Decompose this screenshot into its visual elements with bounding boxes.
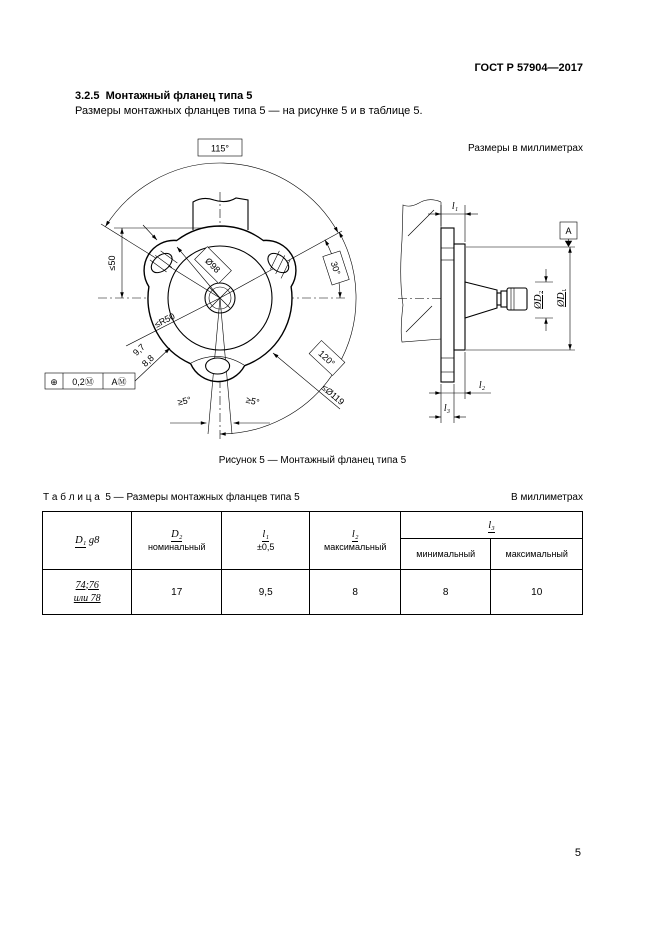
label-slot-min: 8,8 xyxy=(139,352,156,369)
label-30-box xyxy=(323,251,349,285)
shaft-groove xyxy=(497,293,501,305)
bolt-slot-bottom xyxy=(206,358,230,374)
spigot xyxy=(454,244,465,350)
label-l1: l₁ xyxy=(451,201,459,212)
shaft-collar xyxy=(501,291,507,307)
tolerance-value: 0,2Ⓜ xyxy=(72,377,94,387)
datum-a xyxy=(560,222,577,247)
datum-a-label: А xyxy=(565,226,572,236)
label-l2: l₂ xyxy=(478,380,486,391)
cell-d1: 74;76 или 78 xyxy=(43,570,132,615)
cell-l1: 9,5 xyxy=(221,570,309,615)
dimensions-table xyxy=(42,511,583,615)
label-angle5-left: ≥5° xyxy=(176,394,193,408)
shaft-cone xyxy=(465,282,497,318)
cell-d2: 17 xyxy=(132,570,221,615)
col-header-l1: l₁ ±0,5 xyxy=(221,512,309,570)
col-header-l2: l₂ максимальный xyxy=(310,512,401,570)
slot-width-arrow-outer xyxy=(143,225,157,240)
label-120: 120° xyxy=(316,348,337,369)
col-header-l3-min: минимальный xyxy=(400,539,491,570)
label-115: 115° xyxy=(211,143,229,154)
section-heading: 3.2.5 Монтажный фланец типа 5 xyxy=(75,90,253,102)
table-row xyxy=(43,570,583,615)
col-header-l3-max: максимальный xyxy=(491,539,583,570)
front-view-drawing xyxy=(40,135,390,450)
label-bolt-circle: Ø98 xyxy=(203,255,223,275)
position-tolerance-icon: ⊕ xyxy=(50,377,58,387)
figure-caption: Рисунок 5 — Монтажный фланец типа 5 xyxy=(218,455,407,466)
wall-break-line xyxy=(406,306,432,332)
cell-l2: 8 xyxy=(310,570,401,615)
datum-arrow xyxy=(565,241,572,247)
label-120-box xyxy=(309,341,345,376)
tolerance-frame xyxy=(45,373,135,389)
label-dim-50: ≤50 xyxy=(107,255,117,271)
arc-115 xyxy=(106,163,339,233)
label-d1: ØD₁ xyxy=(556,289,567,307)
units-note: Размеры в миллиметрах xyxy=(468,143,583,154)
label-dia-119: ≤Ø119 xyxy=(319,382,347,407)
page-number: 5 xyxy=(574,847,581,859)
wall-break-outline xyxy=(401,200,441,342)
tolerance-datum: AⓂ xyxy=(111,377,127,387)
shaft-spline xyxy=(507,288,527,310)
col-header-d2: D₂ номинальный xyxy=(132,512,221,570)
terminal-tab-outline xyxy=(193,198,248,230)
standard-reference: ГОСТ Р 57904—2017 xyxy=(474,62,583,74)
label-l3: l₃ xyxy=(443,403,451,414)
cell-l3-max: 10 xyxy=(491,570,583,615)
label-30: 30° xyxy=(328,260,343,277)
side-view-drawing xyxy=(395,190,610,440)
body-paragraph: Размеры монтажных фланцев типа 5 — на рисунке 5 и в таблице 5. xyxy=(75,105,423,117)
col-header-l3: l₃ xyxy=(400,512,582,539)
label-115-box xyxy=(198,139,242,156)
label-angle5-right: ≥5° xyxy=(244,394,261,408)
label-d2: ØD₂ xyxy=(533,291,544,309)
flange-plate xyxy=(441,228,454,382)
label-r50: ≤R50 xyxy=(152,311,177,330)
col-header-d1: D₁ g8 xyxy=(43,512,132,570)
cell-l3-min: 8 xyxy=(400,570,491,615)
table-title: Т а б л и ц а 5 — Размеры монтажных фланцев типа 5 xyxy=(43,492,300,503)
label-slot-max: 9,7 xyxy=(130,341,147,358)
table-units: В миллиметрах xyxy=(511,492,583,503)
